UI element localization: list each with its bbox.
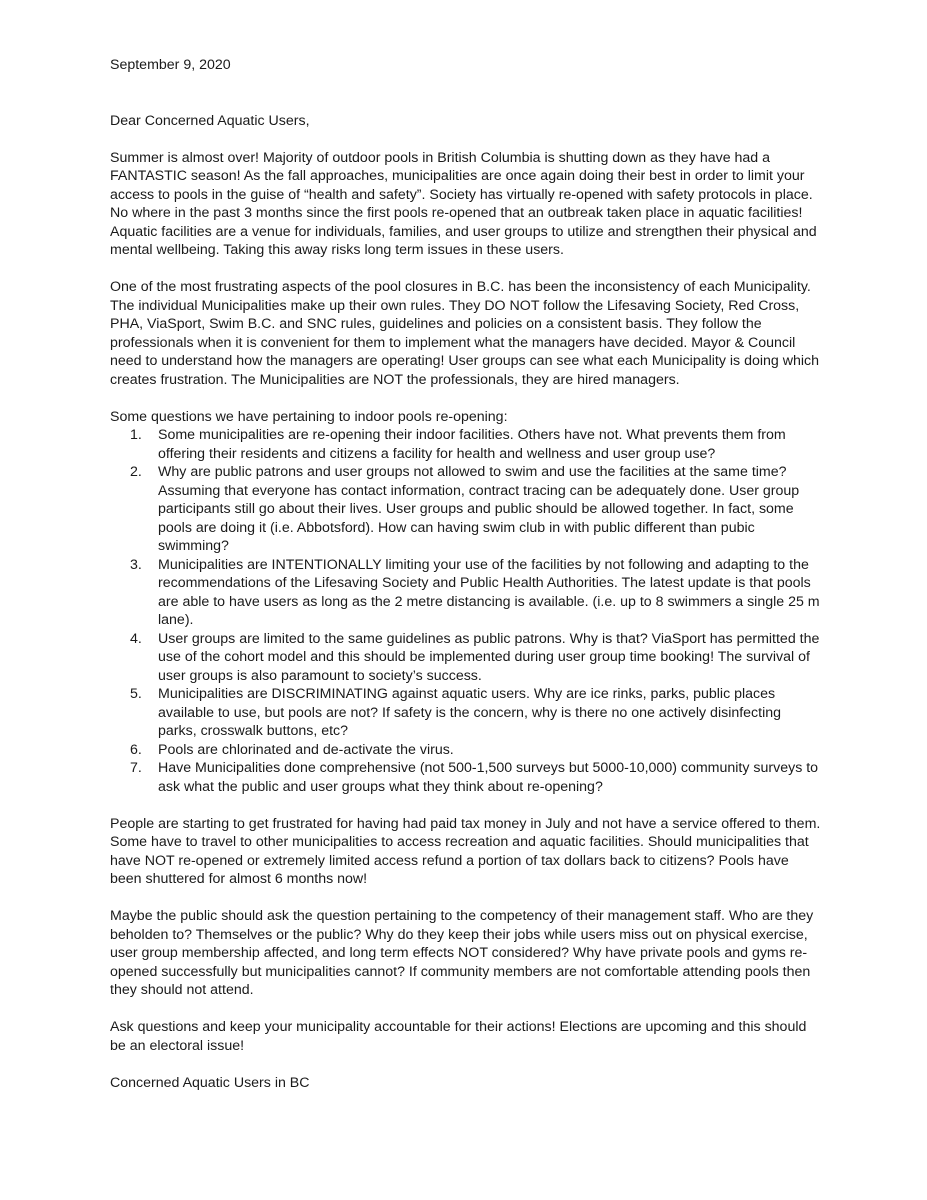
paragraph-tax: People are starting to get frustrated for having had paid tax money in July and not have a service offered to them. Some have to travel to other municipalities to access recreation and aquatic facilities. Should municipalities that have NOT re-opened or extremely limited access refund a portion of tax dollars back to citizens? Pools have been shuttered for almost 6 months now!	[110, 815, 821, 887]
paragraph-management: Maybe the public should ask the question pertaining to the competency of their management staff. Who are they beholden to? Themselves or the public? Why do they keep their jobs while users miss out on physical exercise, user group membership affected, and long term effects NOT considered? Why have private pools and gyms re-opened successfully but municipalities cannot? If community members are not comfortable attending pools then they should not attend.	[110, 908, 814, 998]
question-item: Municipalities are INTENTIONALLY limiting your use of the facilities by not following and adapting to the recommendations of the Lifesaving Society and Public Health Authorities. The latest update is that pools are able to have users as long as the 2 metre distancing is available. (i.e. up to 8 swimmers a single 25 m lane).	[158, 556, 820, 628]
letter-body	[110, 56, 822, 1092]
question-item: Why are public patrons and user groups not allowed to swim and use the facilities at the same time? Assuming that everyone has contact information, contract tracing can be adequately done. User group participants still go about their lives. User groups and public should be allowed together. In fact, some pools are doing it (i.e. Abbotsford). How can having swim club in with public different than pubic swimming?	[158, 464, 800, 554]
paragraph-intro: Summer is almost over! Majority of outdoor pools in British Columbia is shutting down as they have had a FANTASTIC season! As the fall approaches, municipalities are once again doing their best in order to limit your access to pools in the guise of “health and safety”. Society has virtually re-opened with safety protocols in place. No where in the past 3 months since the first pools re-opened that an outbreak taken place in aquatic facilities! Aquatic facilities are a venue for individuals, families, and user groups to utilize and strengthen their physical and mental wellbeing. Taking this away risks long term issues in these users.	[110, 149, 817, 258]
letter-salutation: Dear Concerned Aquatic Users,	[110, 112, 310, 129]
question-item: Some municipalities are re-opening their indoor facilities. Others have not. What prevents them from offering their residents and citizens a facility for health and wellness and user group use?	[158, 427, 786, 462]
paragraph-call-to-action: Ask questions and keep your municipality accountable for their actions! Elections are upcoming and this should be an electoral issue!	[110, 1019, 807, 1054]
questions-intro: Some questions we have pertaining to indoor pools re-opening:	[110, 408, 508, 425]
question-item: User groups are limited to the same guidelines as public patrons. Why is that? ViaSport has permitted the use of the cohort model and this should be implemented during user group time booking! The survival of user groups is also paramount to society’s success.	[158, 630, 820, 684]
questions-list	[110, 426, 822, 796]
letter-signature: Concerned Aquatic Users in BC	[110, 1074, 310, 1091]
letter-date: September 9, 2020	[110, 57, 231, 73]
paragraph-inconsistency: One of the most frustrating aspects of the pool closures in B.C. has been the inconsistency of each Municipality. The individual Municipalities make up their own rules. They DO NOT follow the Lifesaving Society, Red Cross, PHA, ViaSport, Swim B.C. and SNC rules, guidelines and policies on a consistent basis. They follow the professionals when it is convenient for them to implement what the managers have decided. Mayor & Council need to understand how the managers are operating! User groups can see what each Municipality is doing which creates frustration. The Municipalities are NOT the professionals, they are hired managers.	[110, 279, 820, 388]
question-item: Municipalities are DISCRIMINATING against aquatic users. Why are ice rinks, parks, public places available to use, but pools are not? If safety is the concern, why is there no one actively disinfecting parks, crosswalk buttons, etc?	[158, 686, 782, 739]
question-item: Have Municipalities done comprehensive (not 500-1,500 surveys but 5000-10,000) community surveys to ask what the public and user groups what they think about re-opening?	[158, 760, 819, 795]
question-item: Pools are chlorinated and de-activate the virus.	[158, 741, 454, 758]
